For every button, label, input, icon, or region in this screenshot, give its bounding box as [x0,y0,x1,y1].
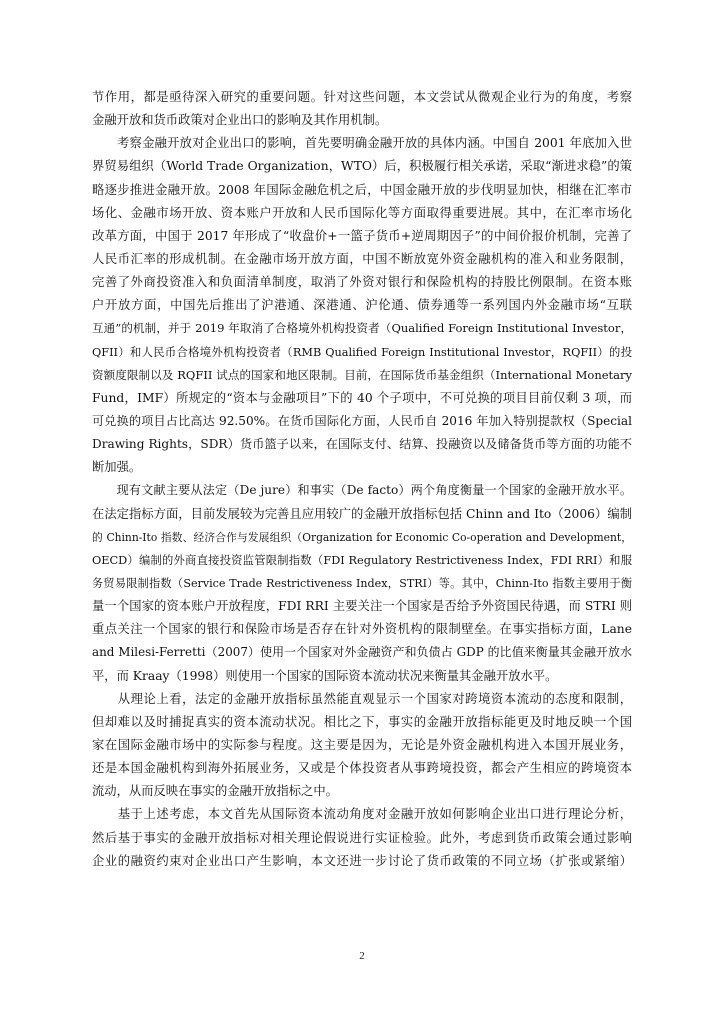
page-number: 2 [359,950,365,962]
text-line: 还是本国金融机构到海外拓展业务，又或是个体投资者从事跨境投资，都会产生相应的跨境资本 [92,761,632,776]
text-line: QFII）和人民币合格境外机构投资者（RMB Qualified Foreign Institutional Investor，RQFII）的投 [92,345,632,359]
paragraph [92,132,632,479]
text-line: 基于上述考虑，本文首先从国际资本流动角度对金融开放如何影响企业出口进行理论分析， [92,807,632,822]
text-line: 互通”的机制，并于 2019 年取消了合格境外机构投资者（Qualified Foreign Institutional Investor， [92,321,632,336]
text-line: 现有文献主要从法定（De jure）和事实（De facto）两个角度衡量一个国家的金融开放水平。 [92,483,632,498]
text-line: 场化、金融市场开放、资本账户开放和人民币国际化等方面取得重要进展。其中，在汇率市场化 [92,205,632,220]
text-line: 节作用，都是亟待深入研究的重要问题。针对这些问题，本文尝试从微观企业行为的角度，考察 [92,90,632,104]
page-body [92,86,632,873]
text-line: Drawing Rights，SDR）货币篮子以来，在国际支付、结算、投融资以及储备货币等方面的功能不 [92,437,632,452]
text-line: 务贸易限制指数（Service Trade Restrictiveness Index，STRI）等。其中，Chinn-Ito 指数主要用于衡 [92,576,632,590]
text-line: 户开放方面，中国先后推出了沪港通、深港通、沪伦通、债券通等一系列国内外金融市场“互联 [92,298,632,313]
text-line: 略逐步推进金融开放。2008 年国际金融危机之后，中国金融开放的步伐明显加快，相继在汇率市 [92,182,632,197]
text-line: 量一个国家的资本账户开放程度，FDI RRI 主要关注一个国家是否给予外资国民待遇，而 STRI 则 [92,599,632,614]
text-line: 重点关注一个国家的银行和保险市场是否存在针对外资机构的限制壁垒。在事实指标方面，Lane [92,622,632,637]
text-line: 从理论上看，法定的金融开放指标虽然能直观显示一个国家对跨境资本流动的态度和限制， [92,691,632,706]
paragraph [92,479,632,687]
text-line: Fund，IMF）所规定的“资本与金融项目”下的 40 个子项中，不可兑换的项目目前仅剩 3 项，而 [92,390,632,405]
text-line: 在法定指标方面，目前发展较为完善且应用较广的金融开放指标包括 Chinn and Ito（2006）编制 [92,506,632,521]
text-line: 考察金融开放对企业出口的影响，首先要明确金融开放的具体内涵。中国自 2001 年底加入世 [92,136,632,151]
text-line: 改革方面，中国于 2017 年形成了“收盘价+一篮子货币+逆周期因子”的中间价报价机制，完善了 [92,228,632,243]
text-line: 资额度限制以及 RQFII 试点的国家和地区限制。目前，在国际货币基金组织（International Monetary [92,367,632,382]
text-line: 断加强。 [92,460,142,475]
text-line: 家在国际金融市场中的实际参与程度。这主要是因为，无论是外资金融机构进入本国开展业务， [92,737,632,752]
text-line: 可兑换的项目占比高达 92.50%。在货币国际化方面，人民币自 2016 年加入特别提款权（Special [92,413,632,428]
text-line: 平，而 Kraay（1998）则使用一个国家的国际资本流动状况来衡量其金融开放水平。 [92,668,558,683]
text-line: 然后基于事实的金融开放指标对相关理论假说进行实证检验。此外，考虑到货币政策会通过影响 [92,830,632,845]
text-line: 但却难以及时捕捉真实的资本流动状况。相比之下，事实的金融开放指标能更及时地反映一个国 [92,714,632,729]
text-line: 人民币汇率的形成机制。在金融市场开放方面，中国不断放宽外资金融机构的准入和业务限制， [92,251,632,266]
text-line: OECD）编制的外商直接投资监管限制指数（FDI Regulatory Restrictiveness Index，FDI RRI）和服 [92,553,632,567]
text-line: 金融开放和货币政策对企业出口的影响及其作用机制。 [92,113,388,128]
text-line: and Milesi-Ferretti（2007）使用一个国家对外金融资产和负债占 GDP 的比值来衡量其金融开放水 [92,645,632,660]
text-line: 的 Chinn-Ito 指数、经济合作与发展组织（Organization for Economic Co-operation and Development， [92,530,632,544]
text-line: 流动，从而反映在事实的金融开放指标之中。 [92,784,338,799]
text-line: 界贸易组织（World Trade Organization，WTO）后，积极履行相关承诺，采取“渐进求稳”的策 [92,159,632,174]
text-line: 完善了外商投资准入和负面清单制度，取消了外资对银行和保险机构的持股比例限制。在资本账 [92,275,632,290]
paragraph [92,803,632,872]
paragraph [92,688,632,804]
text-line: 企业的融资约束对企业出口产生影响，本文还进一步讨论了货币政策的不同立场（扩张或紧缩） [92,853,632,868]
paragraph [92,86,632,132]
